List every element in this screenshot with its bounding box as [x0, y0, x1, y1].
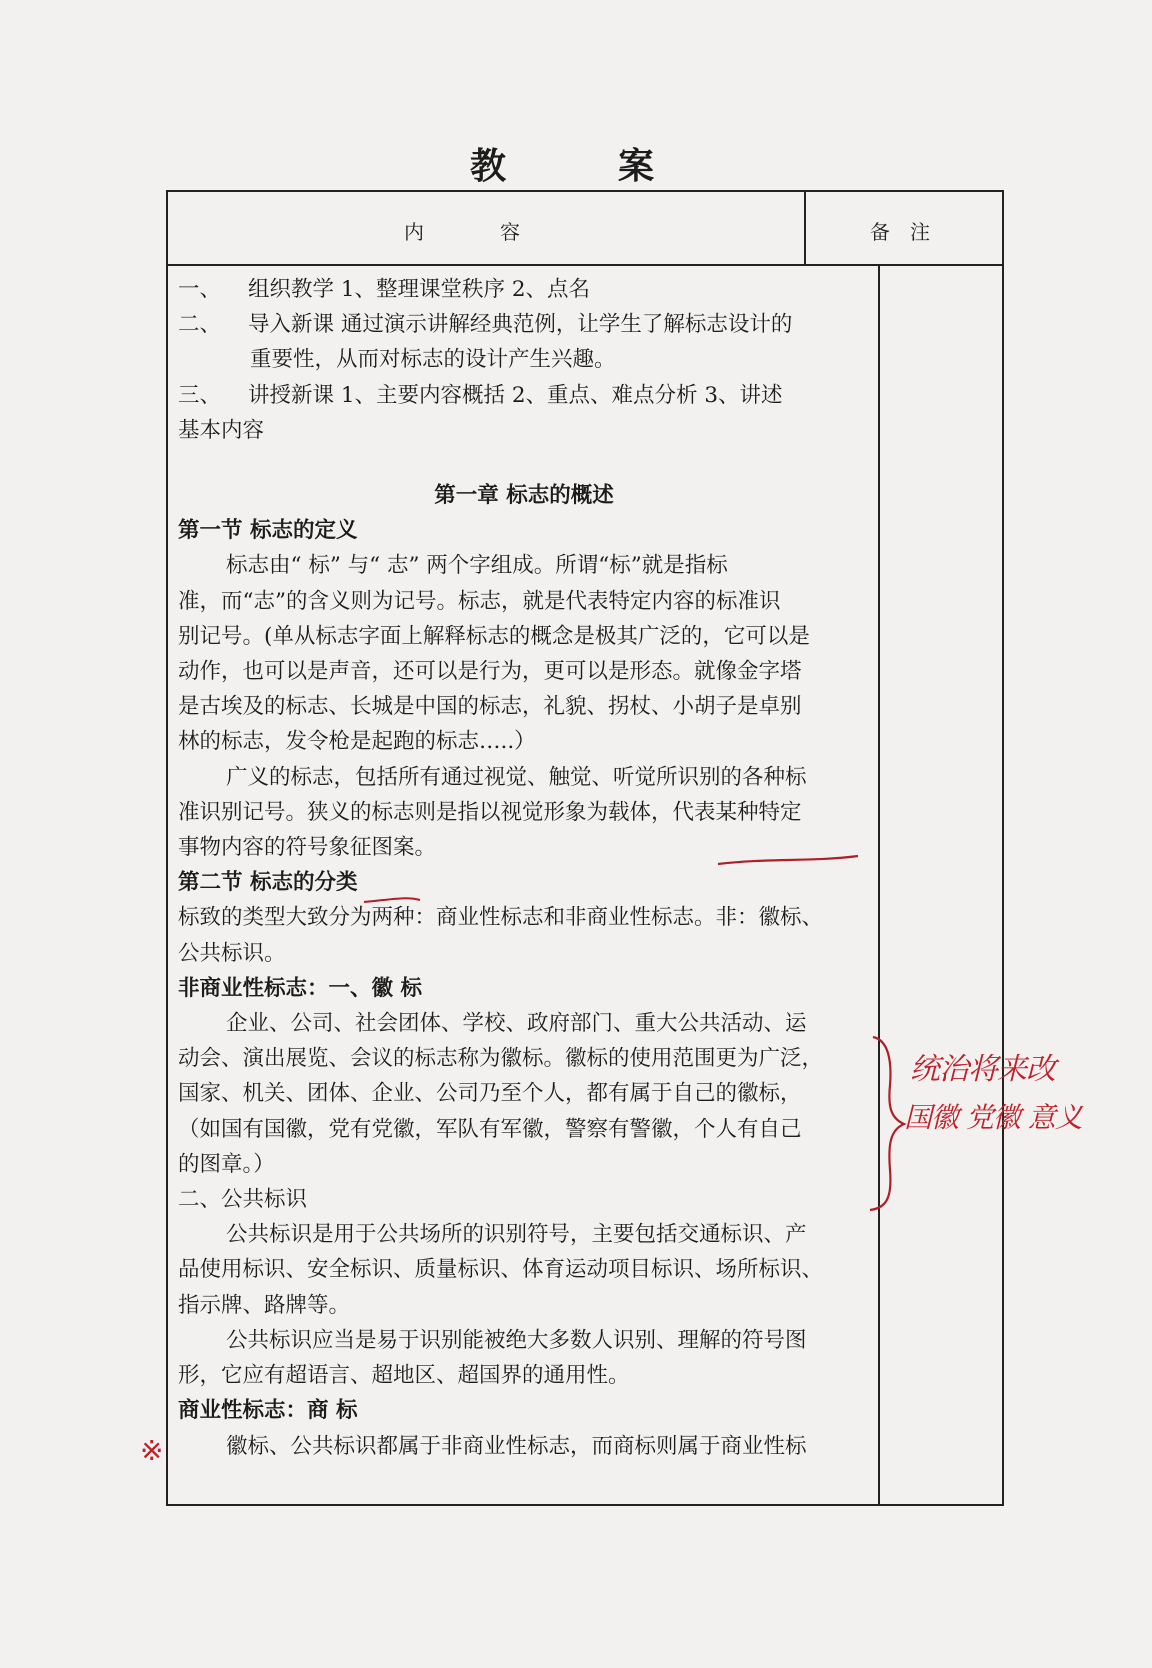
paragraph-start: 企业、公司、社会团体、学校、政府部门、重大公共活动、运: [226, 1011, 807, 1037]
content-label-char: 容: [500, 220, 520, 244]
outline-text: 讲授新课 1、主要内容概括 2、重点、难点分析 3、讲述: [248, 382, 783, 408]
text-line: 的图章。）: [178, 1151, 275, 1177]
title-char: 教: [470, 146, 509, 187]
text-line: 事物内容的符号象征图案。: [178, 835, 437, 861]
text-line: 动会、演出展览、会议的标志称为徽标。徽标的使用范围更为广泛，: [178, 1046, 824, 1072]
text-line: 品使用标识、安全标识、质量标识、体育运动项目标识、场所标识、: [178, 1257, 824, 1283]
text-line: 林的标志，发令枪是起跑的标志…..）: [178, 729, 536, 755]
text-line: 公共标识。: [178, 940, 286, 966]
handwritten-note-line1: 统治将来改: [910, 1052, 1055, 1087]
text-line: 准，而“志”的含义则为记号。标志，就是代表特定内容的标准识: [178, 588, 781, 614]
paragraph-start: 广义的标志，包括所有通过视觉、触觉、听觉所识别的各种标: [226, 764, 807, 790]
section-heading: 商业性标志：商 标: [178, 1398, 358, 1424]
text-line: 指示牌、路牌等。: [178, 1292, 351, 1318]
text-line: 基本内容: [178, 417, 265, 443]
text-line: 动作，也可以是声音，还可以是行为，更可以是形态。就像金字塔: [178, 659, 802, 685]
outline-number: 二、: [178, 312, 222, 338]
outline-text: 导入新课 通过演示讲解经典范例，让学生了解标志设计的: [248, 312, 793, 338]
content-label-char: 内: [404, 220, 424, 244]
handwritten-note-line2: 国徽 党徽 意义: [904, 1101, 1082, 1134]
text-line: （如国有国徽，党有党徽，军队有军徽，警察有警徽，个人有自己: [178, 1116, 802, 1142]
outline-number: 一、: [178, 277, 222, 302]
text-line: 国家、机关、团体、企业、公司乃至个人，都有属于自己的徽标，: [178, 1081, 802, 1107]
text-line: 重要性，从而对标志的设计产生兴趣。: [250, 347, 616, 373]
text-line: 形，它应有超语言、超地区、超国界的通用性。: [178, 1363, 630, 1389]
text-line: 别记号。(单从标志字面上解释标志的概念是极其广泛的，它可以是: [178, 623, 810, 649]
handwritten-star-mark: ※: [140, 1434, 163, 1467]
paragraph-start: 公共标识应当是易于识别能被绝大多数人识别、理解的符号图: [226, 1327, 807, 1353]
text-line: 是古埃及的标志、长城是中国的标志，礼貌、拐杖、小胡子是卓别: [178, 694, 802, 720]
paragraph-start: 标志由“ 标” 与“ 志” 两个字组成。所谓“标”就是指标: [226, 553, 728, 579]
outline-text: 组织教学 1、整理课堂秩序 2、点名: [248, 277, 591, 302]
outline-number: 三、: [178, 382, 222, 408]
text-line: 标致的类型大致分为两种：商业性标志和非商业性标志。非：徽标、: [178, 905, 824, 931]
text-line: 准识别记号。狭义的标志则是指以视觉形象为载体，代表某种特定: [178, 799, 802, 825]
paragraph-start: 公共标识是用于公共场所的识别符号，主要包括交通标识、产: [226, 1222, 807, 1248]
section-heading: 第二节 标志的分类: [178, 870, 358, 896]
text-line: 二、公共标识: [178, 1187, 308, 1213]
section-heading: 非商业性标志：一、徽 标: [178, 975, 422, 1001]
remark-label-char: 备: [870, 220, 890, 244]
title-char: 案: [618, 146, 657, 187]
section-heading: 第一节 标志的定义: [178, 518, 358, 544]
paragraph-start: 徽标、公共标识都属于非商业性标志，而商标则属于商业性标: [226, 1433, 807, 1459]
remark-label-char: 注: [910, 220, 930, 244]
chapter-heading: 第一章 标志的概述: [434, 483, 614, 509]
